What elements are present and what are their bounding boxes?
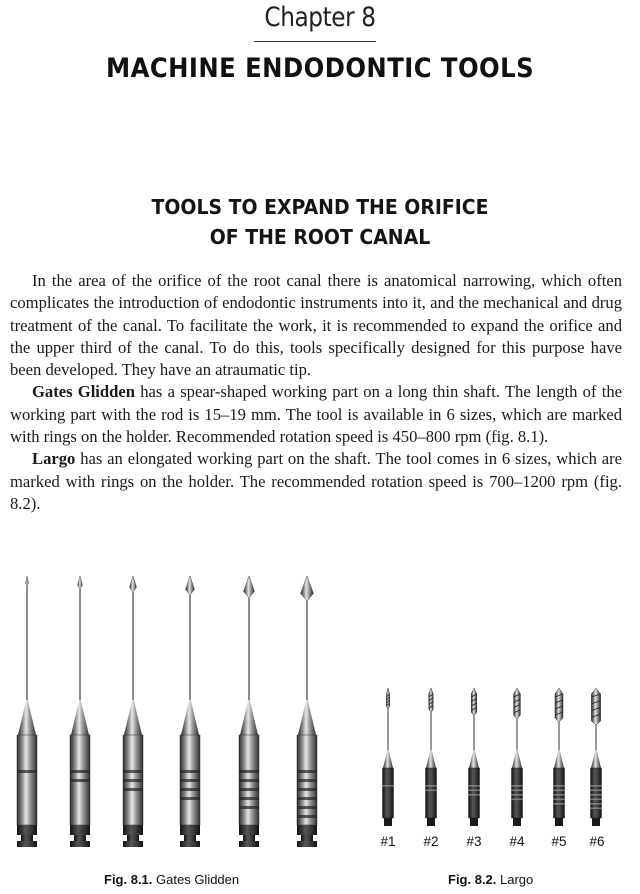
gates-glidden-figure bbox=[17, 576, 317, 847]
gates-glidden-bur bbox=[123, 576, 143, 847]
figure-caption-text-8-1: Gates Glidden bbox=[152, 872, 240, 887]
largo-reamer bbox=[591, 688, 602, 826]
largo-figure bbox=[383, 688, 602, 826]
gates-glidden-bur bbox=[180, 576, 200, 847]
largo-size-label: #6 bbox=[589, 834, 605, 849]
largo-size-label: #3 bbox=[466, 834, 482, 849]
largo-reamer bbox=[426, 688, 437, 826]
largo-reamer bbox=[554, 688, 565, 826]
term-largo: Largo bbox=[32, 449, 76, 469]
section-heading-line-1: TOOLS TO EXPAND THE ORIFICE bbox=[151, 195, 489, 219]
figures-area bbox=[0, 570, 640, 894]
largo-reamer bbox=[469, 688, 480, 826]
chapter-heading: Chapter 8 bbox=[264, 2, 376, 33]
gates-glidden-bur bbox=[70, 576, 90, 847]
gates-glidden-bur bbox=[297, 576, 317, 847]
largo-size-label: #1 bbox=[380, 834, 396, 849]
paragraph-largo bbox=[10, 448, 622, 515]
largo-size-label: #4 bbox=[509, 834, 525, 849]
largo-size-label: #5 bbox=[551, 834, 567, 849]
figure-label-8-1: Fig. 8.1. bbox=[104, 872, 153, 887]
largo-reamer bbox=[512, 688, 523, 826]
largo-size-label: #2 bbox=[423, 834, 439, 849]
paragraph-intro: In the area of the orifice of the root canal there is anatomical narrowing, which often complicates the introduction of endodontic instruments into it, and the mechanical and drug treatment of the canal. To facilitate the work, it is recommended to expand the orifice and the upper third of the canal. To do this, tools specifically designed for this purpose have been developed. They have an atraumatic tip. bbox=[10, 271, 622, 380]
gates-glidden-bur bbox=[239, 576, 259, 847]
figure-caption-8-1 bbox=[104, 872, 239, 887]
gates-glidden-bur bbox=[17, 576, 37, 847]
gates-glidden-description: has a spear-shaped working part on a long thin shaft. The length of the working part with the rod is 15–19 mm. The tool is available in 6 sizes, which are marked with rings on the holder. Recommended rotation speed is 450–800 rpm (fig. 8.1). bbox=[10, 382, 622, 447]
chapter-title: MACHINE ENDODONTIC TOOLS bbox=[105, 53, 535, 84]
largo-reamer bbox=[383, 688, 394, 826]
paragraph-gates-glidden bbox=[10, 381, 622, 448]
largo-description: has an elongated working part on the shaft. The tool comes in 6 sizes, which are marked with rings on the holder. The recommended rotation speed is 700–1200 rpm (fig. 8.2). bbox=[10, 449, 622, 513]
figure-illustrations bbox=[0, 570, 640, 870]
figure-caption-text-8-2: Largo bbox=[496, 872, 534, 887]
body-text bbox=[10, 270, 622, 515]
term-gates-glidden: Gates Glidden bbox=[32, 382, 135, 402]
figure-caption-8-2 bbox=[448, 872, 533, 887]
chapter-underline bbox=[254, 41, 376, 42]
figure-label-8-2: Fig. 8.2. bbox=[448, 872, 497, 887]
section-heading bbox=[26, 192, 615, 252]
section-heading-line-2: OF THE ROOT CANAL bbox=[209, 225, 431, 249]
